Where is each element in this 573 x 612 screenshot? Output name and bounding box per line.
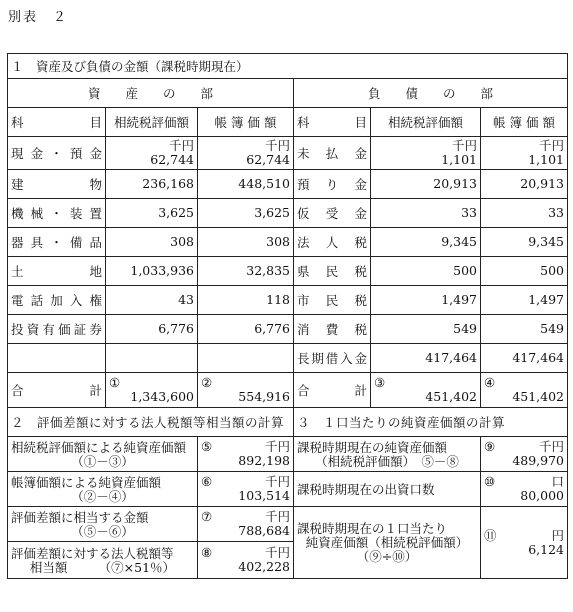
liability-inheritance-value: 500 xyxy=(371,257,481,286)
liability-book-value: 1,497 xyxy=(481,286,568,315)
item-name: 機 械 ・ 装 置 xyxy=(8,199,106,228)
col-book-assets: 帳 簿 価 額 xyxy=(198,108,294,137)
liability-inheritance-value: 1,497 xyxy=(371,286,481,315)
unit-label: 千円 xyxy=(451,138,477,153)
empty-cell xyxy=(8,344,106,373)
table-row xyxy=(8,344,568,373)
asset-inheritance-value: 千円 62,744 xyxy=(106,137,198,170)
item-name: 未 払 金 xyxy=(294,137,371,170)
liability-inheritance-value: 9,345 xyxy=(371,228,481,257)
liability-inheritance-total: ③ 451,402 xyxy=(371,373,481,408)
item-name: 仮 受 金 xyxy=(294,199,371,228)
asset-inheritance-value: 43 xyxy=(106,286,198,315)
calc-label: 課税時期現在の１口当たり 純資産価額（相続税評価額） （⑨÷⑩） xyxy=(294,507,481,579)
asset-inheritance-value: 1,033,936 xyxy=(106,257,198,286)
col-item-liab: 科 目 xyxy=(294,108,371,137)
empty-cell xyxy=(198,344,294,373)
section2-value: ⑧ 千円 402,228 xyxy=(198,542,294,579)
financial-table xyxy=(7,53,568,579)
item-name: 土 地 xyxy=(8,257,106,286)
calc-label: 相続税評価額による純資産価額 （①－③） xyxy=(8,437,198,472)
section-title-row xyxy=(8,408,568,437)
asset-book-value: 118 xyxy=(198,286,294,315)
assets-header: 資 産 の 部 xyxy=(8,79,294,108)
liability-inheritance-value: 20,913 xyxy=(371,170,481,199)
item-name: 法 人 税 xyxy=(294,228,371,257)
total-row xyxy=(8,373,568,408)
item-name: 長 期 借 入 金 xyxy=(294,344,371,373)
item-name: 預 り 金 xyxy=(294,170,371,199)
table-row xyxy=(8,286,568,315)
calc-row xyxy=(8,472,568,507)
asset-book-value: 3,625 xyxy=(198,199,294,228)
total-label: 合 計 xyxy=(8,373,106,408)
section2-title: ２ 評価差額に対する法人税額等相当額の計算 xyxy=(8,408,294,437)
calc-label: 課税時期現在の純資産価額 （相続税評価額） ⑤－⑧ xyxy=(294,437,481,472)
item-name: 器 具 ・ 備 品 xyxy=(8,228,106,257)
col-item-assets: 科 目 xyxy=(8,108,106,137)
calc-label: 帳簿価額による純資産価額 （②－④） xyxy=(8,472,198,507)
liability-inheritance-value: 33 xyxy=(371,199,481,228)
liability-book-value: 9,345 xyxy=(481,228,568,257)
document-label: 別表 ２ xyxy=(8,10,69,25)
asset-book-total: ② 554,916 xyxy=(198,373,294,408)
table-row xyxy=(8,228,568,257)
col-inheritance-liab: 相続税評価額 xyxy=(371,108,481,137)
section2-value: ⑦ 千円 788,684 xyxy=(198,507,294,542)
unit-label: 千円 xyxy=(264,138,290,153)
table-row xyxy=(8,315,568,344)
liability-book-value: 417,464 xyxy=(481,344,568,373)
calc-label: 評価差額に相当する金額 （⑤－⑥） xyxy=(8,507,198,542)
asset-inheritance-value: 308 xyxy=(106,228,198,257)
title-row xyxy=(8,54,568,79)
asset-book-value: 6,776 xyxy=(198,315,294,344)
liability-book-value: 20,913 xyxy=(481,170,568,199)
section2-value: ⑤ 千円 892,198 xyxy=(198,437,294,472)
liability-inheritance-value: 549 xyxy=(371,315,481,344)
liability-inheritance-value: 417,464 xyxy=(371,344,481,373)
section3-title: ３ １口当たりの純資産価額の計算 xyxy=(294,408,568,437)
calc-row xyxy=(8,437,568,472)
empty-cell xyxy=(106,344,198,373)
calc-label: 課税時期現在の出資口数 xyxy=(294,472,481,507)
asset-inheritance-value: 236,168 xyxy=(106,170,198,199)
liabilities-header: 負 債 の 部 xyxy=(294,79,568,108)
item-name: 現 金 ・ 預 金 xyxy=(8,137,106,170)
asset-inheritance-value: 6,776 xyxy=(106,315,198,344)
column-header-row xyxy=(8,108,568,137)
item-name: 電 話 加 入 権 xyxy=(8,286,106,315)
section3-value: ⑩ 口 80,000 xyxy=(481,472,568,507)
asset-book-value: 32,835 xyxy=(198,257,294,286)
section-header-row xyxy=(8,79,568,108)
asset-book-value: 308 xyxy=(198,228,294,257)
liability-book-value: 500 xyxy=(481,257,568,286)
item-name: 建 物 xyxy=(8,170,106,199)
liability-book-value: 33 xyxy=(481,199,568,228)
item-name: 消 費 税 xyxy=(294,315,371,344)
calc-row xyxy=(8,507,568,542)
asset-book-value: 448,510 xyxy=(198,170,294,199)
calc-label: 評価差額に対する法人税額等 相当額 （⑦×51％） xyxy=(8,542,198,579)
asset-inheritance-value: 3,625 xyxy=(106,199,198,228)
liability-book-total: ④ 451,402 xyxy=(481,373,568,408)
item-name: 市 民 税 xyxy=(294,286,371,315)
unit-label: 千円 xyxy=(539,138,565,153)
section3-value: ⑨ 千円 489,970 xyxy=(481,437,568,472)
table-row xyxy=(8,170,568,199)
item-name: 投 資 有 価 証 券 xyxy=(8,315,106,344)
liability-inheritance-value: 千円 1,101 xyxy=(371,137,481,170)
liability-book-value: 千円 1,101 xyxy=(481,137,568,170)
asset-inheritance-total: ① 1,343,600 xyxy=(106,373,198,408)
table-title: １ 資産及び負債の金額（課税時期現在） xyxy=(8,54,568,79)
asset-book-value: 千円 62,744 xyxy=(198,137,294,170)
table-row xyxy=(8,199,568,228)
unit-label: 千円 xyxy=(168,138,194,153)
section3-value: ⑪ 円 6,124 xyxy=(481,507,568,579)
section2-value: ⑥ 千円 103,514 xyxy=(198,472,294,507)
col-inheritance-assets: 相続税評価額 xyxy=(106,108,198,137)
item-name: 県 民 税 xyxy=(294,257,371,286)
col-book-liab: 帳 簿 価 額 xyxy=(481,108,568,137)
liability-book-value: 549 xyxy=(481,315,568,344)
table-row xyxy=(8,257,568,286)
total-label: 合 計 xyxy=(294,373,371,408)
table-row xyxy=(8,137,568,170)
